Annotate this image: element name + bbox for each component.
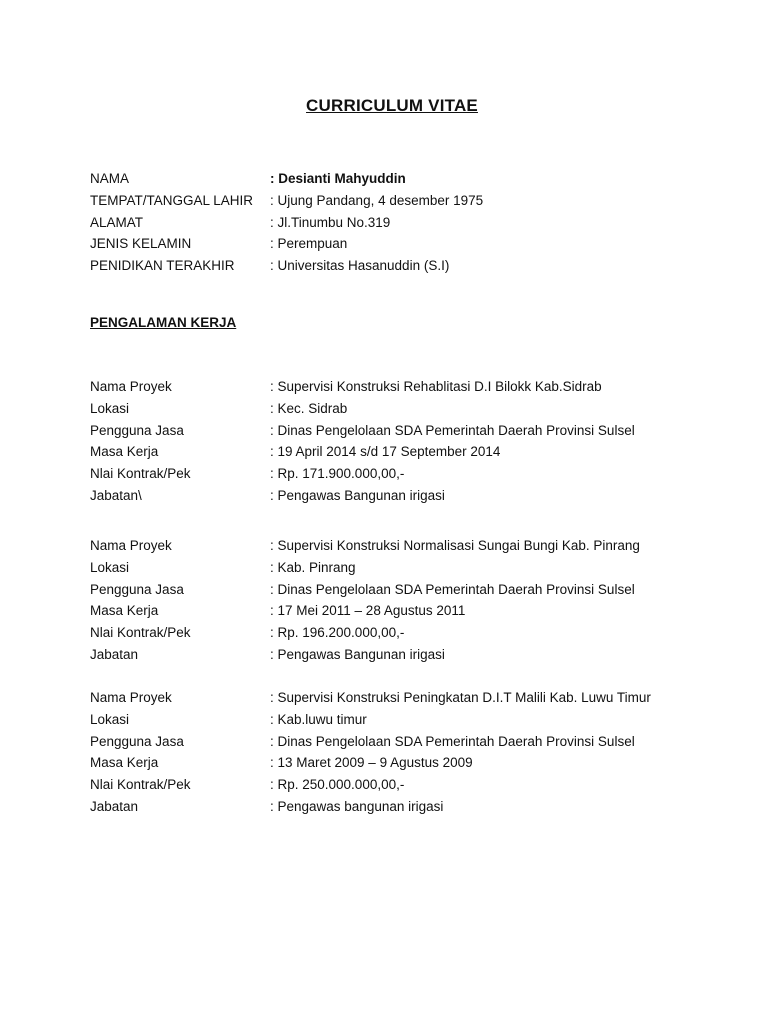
project-nilai-label: Nlai Kontrak/Pek [90,625,191,640]
project-nilai-value: : Rp. 171.900.000,00,- [270,466,405,481]
project-masa-value: : 19 April 2014 s/d 17 September 2014 [270,444,501,459]
project-jabatan-value: : Pengawas Bangunan irigasi [270,488,445,503]
project-jabatan-label: Jabatan [90,647,139,662]
document-title: CURRICULUM VITAE [306,96,478,115]
project-nama-value: : Supervisi Konstruksi Normalisasi Sungai Bungi Kab. Pinrang [270,538,640,553]
project-jabatan-label: Jabatan\ [90,488,142,503]
project-pengguna-value: : Dinas Pengelolaan SDA Pemerintah Daerah Provinsi Sulsel [270,582,635,597]
jenis-kelamin-label: JENIS KELAMIN [90,236,192,251]
project-nilai-label: Nlai Kontrak/Pek [90,466,191,481]
project-masa-label: Masa Kerja [90,603,159,618]
project-nama-value: : Supervisi Konstruksi Peningkatan D.I.T Malili Kab. Luwu Timur [270,690,651,705]
project-masa-label: Masa Kerja [90,755,159,770]
project-lokasi-label: Lokasi [90,401,130,416]
alamat-value: : Jl.Tinumbu No.319 [270,215,391,230]
ttl-label: TEMPAT/TANGGAL LAHIR [90,193,254,208]
project-jabatan-value: : Pengawas bangunan irigasi [270,799,444,814]
project-masa-label: Masa Kerja [90,444,159,459]
project-nilai-value: : Rp. 250.000.000,00,- [270,777,405,792]
project-pengguna-value: : Dinas Pengelolaan SDA Pemerintah Daerah Provinsi Sulsel [270,734,635,749]
project-masa-value: : 17 Mei 2011 – 28 Agustus 2011 [270,603,466,618]
project-pengguna-value: : Dinas Pengelolaan SDA Pemerintah Daerah Provinsi Sulsel [270,423,635,438]
project-lokasi-label: Lokasi [90,712,130,727]
project-nama-label: Nama Proyek [90,690,172,705]
project-pengguna-label: Pengguna Jasa [90,582,184,597]
project-nama-label: Nama Proyek [90,379,172,394]
project-lokasi-value: : Kec. Sidrab [270,401,348,416]
section-heading-pengalaman-kerja: PENGALAMAN KERJA [90,315,237,330]
pendidikan-label: PENIDIKAN TERAKHIR [90,258,235,273]
project-lokasi-value: : Kab. Pinrang [270,560,356,575]
project-masa-value: : 13 Maret 2009 – 9 Agustus 2009 [270,755,473,770]
project-lokasi-value: : Kab.luwu timur [270,712,367,727]
project-lokasi-label: Lokasi [90,560,130,575]
project-jabatan-value: : Pengawas Bangunan irigasi [270,647,445,662]
nama-label: NAMA [90,171,130,186]
nama-value: : Desianti Mahyuddin [270,171,406,186]
project-nilai-value: : Rp. 196.200.000,00,- [270,625,405,640]
project-nilai-label: Nlai Kontrak/Pek [90,777,191,792]
project-nama-label: Nama Proyek [90,538,172,553]
project-pengguna-label: Pengguna Jasa [90,734,184,749]
project-jabatan-label: Jabatan [90,799,139,814]
ttl-value: : Ujung Pandang, 4 desember 1975 [270,193,484,208]
jenis-kelamin-value: : Perempuan [270,236,348,251]
project-nama-value: : Supervisi Konstruksi Rehablitasi D.I Bilokk Kab.Sidrab [270,379,602,394]
alamat-label: ALAMAT [90,215,144,230]
project-pengguna-label: Pengguna Jasa [90,423,184,438]
pendidikan-value: : Universitas Hasanuddin (S.I) [270,258,450,273]
